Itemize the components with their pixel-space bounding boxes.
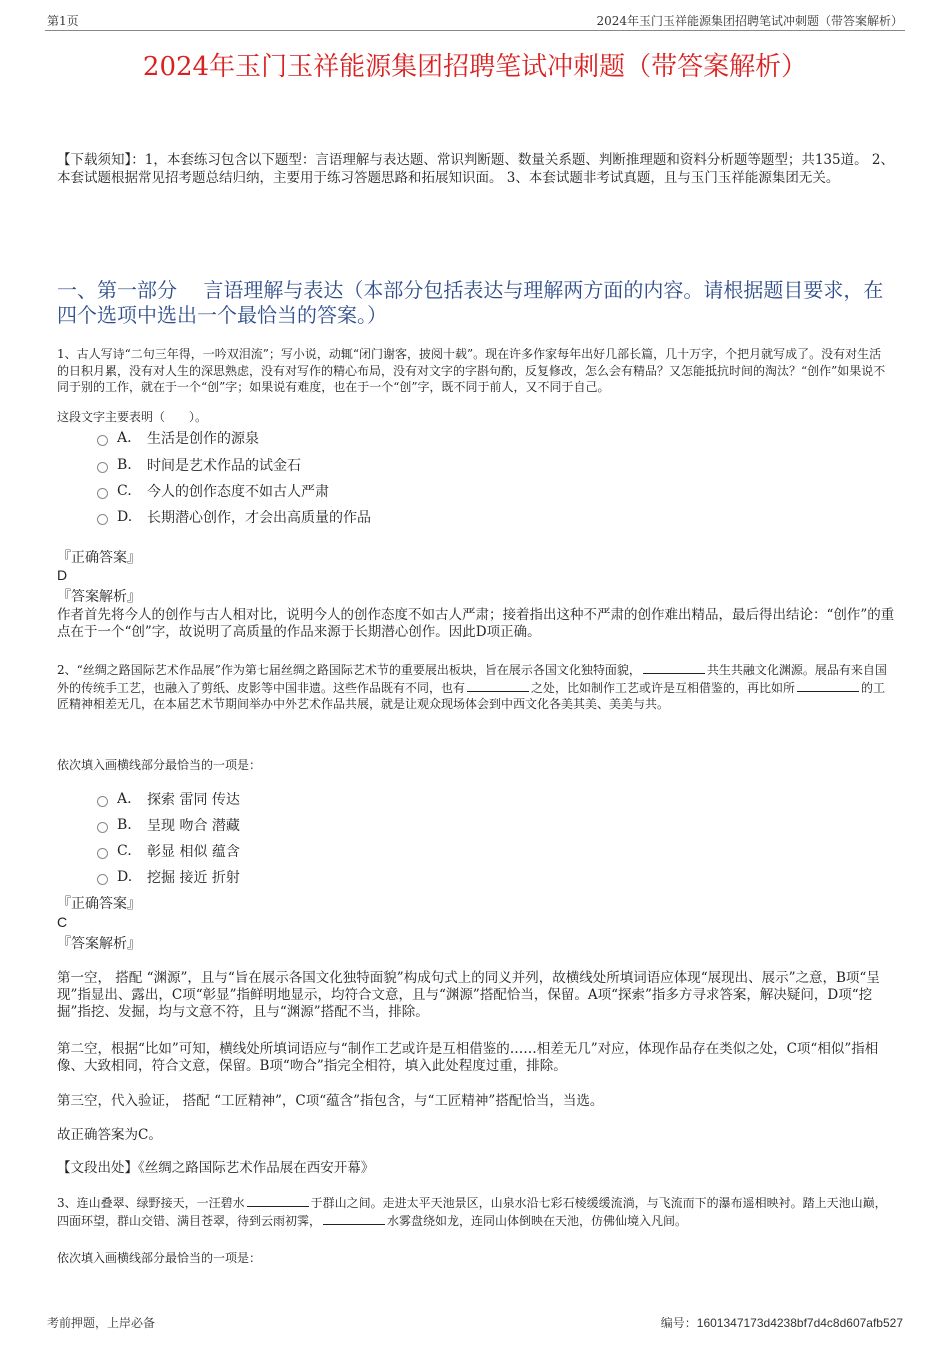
- q2-stem-part: 之处，比如制作工艺或许是互相借鉴的，再比如所: [531, 680, 796, 695]
- q2-answer: C: [57, 914, 68, 930]
- option-letter: A.: [117, 430, 132, 446]
- option-text: 挖掘 接近 折射: [147, 870, 240, 886]
- q1-analysis: 作者首先将今人的创作与古人相对比，说明今人的创作态度不如古人严肃；接着指出这种不严肃的创作难出精品，最后得出结论：“创作”的重点在于一个“创”字，故说明了高质量的作品来源于长期潜心创作。因此D项正确。: [57, 607, 895, 640]
- q3-stem-part: 3、连山叠翠、绿野接天，一汪碧水: [57, 1196, 245, 1210]
- radio-icon[interactable]: [97, 848, 108, 859]
- radio-icon[interactable]: [97, 514, 108, 525]
- option-text: 今人的创作态度不如古人严肃: [147, 484, 329, 500]
- q1-option-a[interactable]: [97, 428, 259, 448]
- option-letter: D.: [117, 509, 133, 525]
- option-text: 探索 雷同 传达: [147, 792, 240, 808]
- q2-option-a[interactable]: [97, 789, 240, 809]
- option-letter: A.: [117, 791, 132, 807]
- q2-source: 【文段出处】《丝绸之路国际艺术作品展在西安开幕》: [57, 1160, 375, 1176]
- question-3-prompt: 依次填入画横线部分最恰当的一项是：: [57, 1251, 262, 1265]
- radio-icon[interactable]: [97, 796, 108, 807]
- option-letter: C.: [117, 843, 132, 859]
- q1-option-b[interactable]: [97, 455, 301, 475]
- q2-stem-part: 共生共融文化渊源。展品有来自国外的传统手工艺，也融入了剪纸、皮影等中国非遗。这些作品既有不同，也有: [57, 663, 887, 695]
- q2-analysis-para-1: 第一空， 搭配 “渊源”，且与“旨在展示各国文化独特面貌”构成句式上的同义并列，故横线处所填词语应体现“展现出、展示”之意，B项“呈现”指显出、露出，C项“彰显”指鲜明地显示，均符合文意，且与“渊源”搭配恰当，保留。A项“探索”指多方寻求答案，解决疑问，D项“挖掘”指挖、发掘，均与文意不符，且与“渊源”搭配不当，排除。: [57, 970, 880, 1020]
- option-text: 长期潜心创作，才会出高质量的作品: [147, 510, 371, 526]
- q1-analysis-label: 『答案解析』: [57, 589, 141, 605]
- q1-answer-label: 『正确答案』: [57, 550, 141, 566]
- option-letter: B.: [117, 817, 132, 833]
- option-letter: D.: [117, 869, 133, 885]
- question-1-stem: 1、古人写诗“二句三年得，一吟双泪流”；写小说，动辄“闭门谢客，披阅十载”。现在许多作家每年出好几部长篇，几十万字，个把月就写成了。没有对生活的日积月累，没有对人生的深思熟虑，没有对写作的精心布局，没有对文字的字斟句酌，反复修改，怎么会有精品？又怎能抵抗时间的淘汰？“创作”如果说不同于别的工作，就在于一个“创”字；如果说有难度，也在于一个“创”字，既不同于前人，又不同于自己。: [57, 347, 886, 394]
- fill-blank: [643, 661, 705, 674]
- option-text: 时间是艺术作品的试金石: [147, 458, 301, 474]
- radio-icon[interactable]: [97, 822, 108, 833]
- download-notice: 【下载须知】：1，本套练习包含以下题型：言语理解与表达题、常识判断题、数量关系题、判断推理题和资料分析题等题型；共135道。 2、本套试题根据常见招考题总结归纳，主要用于练习答题思路和拓展知识面。 3、本套试题非考试真题，且与玉门玉祥能源集团无关。: [57, 152, 894, 186]
- q2-analysis-para-3: 第三空，代入验证， 搭配 “工匠精神”，C项“蕴含”指包含，与“工匠精神”搭配恰当，当选。: [57, 1093, 604, 1109]
- footer-code: [661, 1314, 903, 1331]
- q3-stem-part: 水雾盘绕如龙，连同山体倒映在天池，仿佛仙境入凡间。: [387, 1213, 688, 1228]
- q2-option-d[interactable]: [97, 867, 240, 887]
- q2-option-c[interactable]: [97, 841, 240, 861]
- page-title: 2024年玉门玉祥能源集团招聘笔试冲刺题（带答案解析）: [142, 52, 808, 82]
- option-text: 呈现 吻合 潜藏: [147, 818, 240, 834]
- fill-blank: [323, 1212, 385, 1225]
- option-text: 生活是创作的源泉: [147, 431, 259, 447]
- q2-analysis-para-2: 第二空，根据“比如”可知，横线处所填词语应与“制作工艺或许是互相借鉴的……相差无几”对应，体现作品存在类似之处，C项“相似”指相像、大致相同，符合文意，保留。B项“吻合”指完全相符，填入此处程度过重，排除。: [57, 1041, 879, 1074]
- footer-code-label: 编号：: [660, 1316, 697, 1330]
- q2-stem-part: 2、“丝绸之路国际艺术作品展”作为第七届丝绸之路国际艺术节的重要展出板块，旨在展示各国文化独特面貌，: [57, 663, 641, 677]
- q1-option-d[interactable]: [97, 507, 371, 527]
- q1-option-c[interactable]: [97, 481, 329, 501]
- option-letter: C.: [117, 483, 132, 499]
- q2-analysis-para-4: 故正确答案为C。: [57, 1127, 162, 1143]
- q2-analysis-label: 『答案解析』: [57, 936, 141, 952]
- q2-option-b[interactable]: [97, 815, 240, 835]
- option-text: 彰显 相似 蕴含: [147, 844, 240, 860]
- radio-icon[interactable]: [97, 488, 108, 499]
- header-doc-title: 2024年玉门玉祥能源集团招聘笔试冲刺题（带答案解析）: [596, 14, 903, 28]
- header-divider: [45, 30, 905, 31]
- footer-code-value: 1601347173d4238bf7d4c8d607afb527: [696, 1316, 903, 1330]
- radio-icon[interactable]: [97, 435, 108, 446]
- question-2-stem: [57, 661, 887, 713]
- radio-icon[interactable]: [97, 874, 108, 885]
- q2-stem-part: 的工匠精神相差无几，在本届艺术节期间举办中外艺术作品共展，就是让观众现场体会到中西文化各美其美、美美与共。: [57, 680, 886, 711]
- q2-answer-label: 『正确答案』: [57, 896, 141, 912]
- page-number: 第1页: [47, 14, 79, 28]
- radio-icon[interactable]: [97, 462, 108, 473]
- q1-answer: D: [57, 567, 68, 583]
- fill-blank: [797, 679, 859, 692]
- q3-stem-part: 于群山之间。走进太平天池景区，山泉水沿七彩石棱缓缓流淌，与飞流而下的瀑布遥相映衬。踏上天池山巅，四面环望，群山交错、满目苍翠，待到云雨初霁，: [57, 1196, 887, 1228]
- fill-blank: [467, 679, 529, 692]
- question-3-stem: [57, 1194, 887, 1229]
- footer-slogan: 考前押题，上岸必备: [47, 1316, 156, 1330]
- question-1-prompt: 这段文字主要表明（ ）。: [57, 410, 208, 424]
- section-heading: 一、第一部分 言语理解与表达（本部分包括表达与理解两方面的内容。请根据题目要求，在四个选项中选出一个最恰当的答案。）: [57, 278, 884, 327]
- option-letter: B.: [117, 457, 132, 473]
- fill-blank: [247, 1194, 309, 1207]
- question-2-prompt: 依次填入画横线部分最恰当的一项是：: [57, 758, 262, 772]
